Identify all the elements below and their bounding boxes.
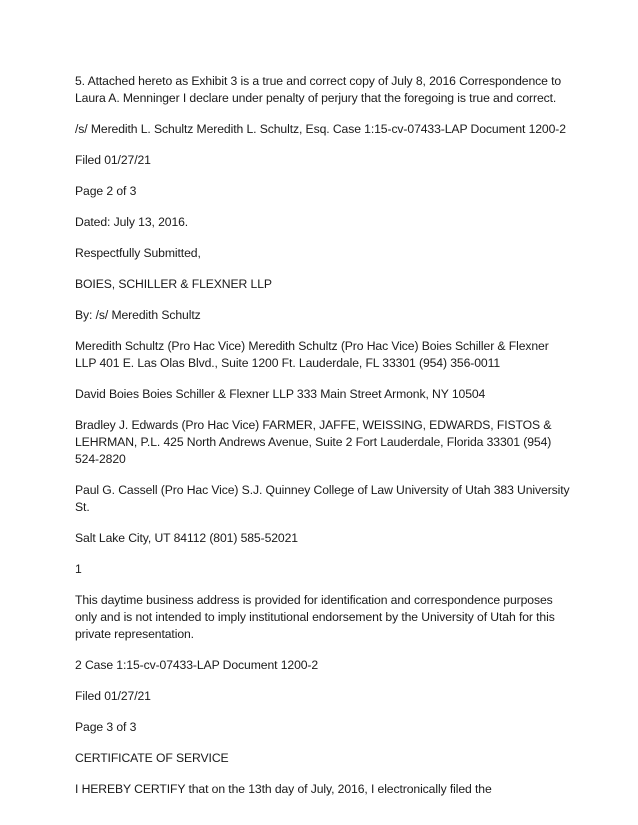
paragraph-filed-date-page-3: Filed 01/27/21 [75, 689, 151, 703]
paragraph-page-number-3: Page 3 of 3 [75, 720, 137, 734]
paragraph-footnote-text: This daytime business address is provided for identification and correspondence purposes only and is not intended to imply institutional endorsement by the University of Utah for this private representation. [75, 593, 555, 641]
document-body [75, 73, 570, 812]
paragraph-footnote-number: 1 [75, 562, 82, 576]
paragraph-respectfully-submitted: Respectfully Submitted, [75, 246, 201, 260]
paragraph-case-header-page-3: 2 Case 1:15-cv-07433-LAP Document 1200-2 [75, 658, 319, 672]
paragraph-counsel-boies: David Boies Boies Schiller & Flexner LLP 333 Main Street Armonk, NY 10504 [75, 387, 486, 401]
paragraph-dated: Dated: July 13, 2016. [75, 215, 189, 229]
paragraph-firm-name: BOIES, SCHILLER & FLEXNER LLP [75, 277, 272, 291]
paragraph-filed-date: Filed 01/27/21 [75, 153, 151, 167]
paragraph-signature-by: By: /s/ Meredith Schultz [75, 308, 201, 322]
paragraph-counsel-cassell: Paul G. Cassell (Pro Hac Vice) S.J. Quinney College of Law University of Utah 383 University St. [75, 483, 570, 514]
paragraph-counsel-edwards: Bradley J. Edwards (Pro Hac Vice) FARMER, JAFFE, WEISSING, EDWARDS, FISTOS & LEHRMAN, P.L. 425 North Andrews Avenue, Suite 2 Fort Lauderdale, Florida 33301 (954) 524-2820 [75, 418, 552, 466]
paragraph-cassell-city: Salt Lake City, UT 84112 (801) 585-52021 [75, 531, 298, 545]
paragraph-page-number: Page 2 of 3 [75, 184, 137, 198]
paragraph-exhibit-3: 5. Attached hereto as Exhibit 3 is a true and correct copy of July 8, 2016 Correspondence to Laura A. Menninger I declare under penalty of perjury that the foregoing is true and correct. [75, 74, 562, 105]
paragraph-certificate-heading: CERTIFICATE OF SERVICE [75, 751, 229, 765]
paragraph-certify-text: I HEREBY CERTIFY that on the 13th day of July, 2016, I electronically filed the [75, 782, 492, 796]
paragraph-signature-case-header: /s/ Meredith L. Schultz Meredith L. Schultz, Esq. Case 1:15-cv-07433-LAP Document 1200-2 [75, 122, 566, 136]
paragraph-counsel-schultz: Meredith Schultz (Pro Hac Vice) Meredith Schultz (Pro Hac Vice) Boies Schiller & Flexner LLP 401 E. Las Olas Blvd., Suite 1200 Ft. Lauderdale, FL 33301 (954) 356-0011 [75, 339, 549, 370]
